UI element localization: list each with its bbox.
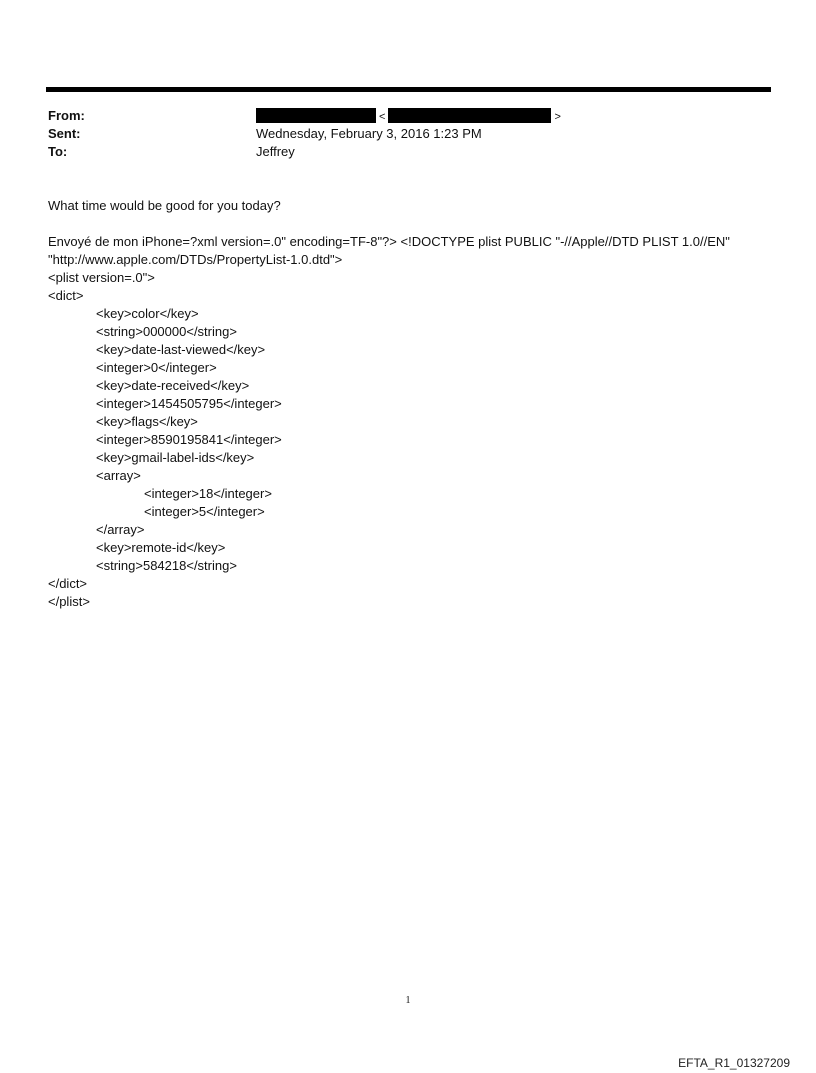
sent-value: Wednesday, February 3, 2016 1:23 PM	[256, 126, 482, 141]
page-number: 1	[405, 995, 411, 1006]
array-item-1: <integer>18</integer>	[144, 486, 272, 501]
to-value: Jeffrey	[256, 144, 295, 159]
redacted-sender-email	[388, 108, 551, 123]
array-open: <array>	[96, 468, 141, 483]
open-bracket: <	[379, 111, 386, 123]
string-color: <string>000000</string>	[96, 324, 237, 339]
plist-open: <plist version=.0">	[48, 270, 155, 285]
key-date-received: <key>date-received</key>	[96, 378, 250, 393]
key-gmail-label-ids: <key>gmail-label-ids</key>	[96, 450, 255, 465]
to-row	[48, 143, 768, 161]
sent-row	[48, 125, 768, 143]
dict-close: </dict>	[48, 576, 88, 591]
close-bracket: >	[554, 111, 561, 123]
key-remote-id: <key>remote-id</key>	[96, 540, 226, 555]
string-remote-id: <string>584218</string>	[96, 558, 237, 573]
array-item-2: <integer>5</integer>	[144, 504, 265, 519]
key-color: <key>color</key>	[96, 306, 199, 321]
body-question: What time would be good for you today?	[48, 198, 281, 213]
array-close: </array>	[96, 522, 145, 537]
key-date-last-viewed: <key>date-last-viewed</key>	[96, 342, 266, 357]
paragraph-gap	[48, 215, 778, 233]
email-header	[48, 107, 768, 161]
redacted-sender-name	[256, 108, 376, 123]
key-flags: <key>flags</key>	[96, 414, 198, 429]
from-value	[256, 107, 564, 126]
body-signature-line: Envoyé de mon iPhone=?xml version=.0" encoding=TF-8"?> <!DOCTYPE plist PUBLIC "-//Apple//DTD PLIST 1.0//EN"	[48, 234, 730, 249]
to-label: To:	[48, 144, 68, 159]
document-id: EFTA_R1_01327209	[678, 1056, 790, 1070]
header-rule	[46, 87, 771, 92]
from-label: From:	[48, 108, 85, 123]
sent-label: Sent:	[48, 126, 81, 141]
from-row	[48, 107, 768, 125]
email-body	[48, 197, 778, 611]
integer-flags: <integer>8590195841</integer>	[96, 432, 282, 447]
plist-close: </plist>	[48, 594, 90, 609]
dict-open: <dict>	[48, 288, 84, 303]
body-dtd-line: "http://www.apple.com/DTDs/PropertyList-1.0.dtd">	[48, 252, 343, 267]
integer-date-received: <integer>1454505795</integer>	[96, 396, 282, 411]
integer-date-last-viewed: <integer>0</integer>	[96, 360, 217, 375]
